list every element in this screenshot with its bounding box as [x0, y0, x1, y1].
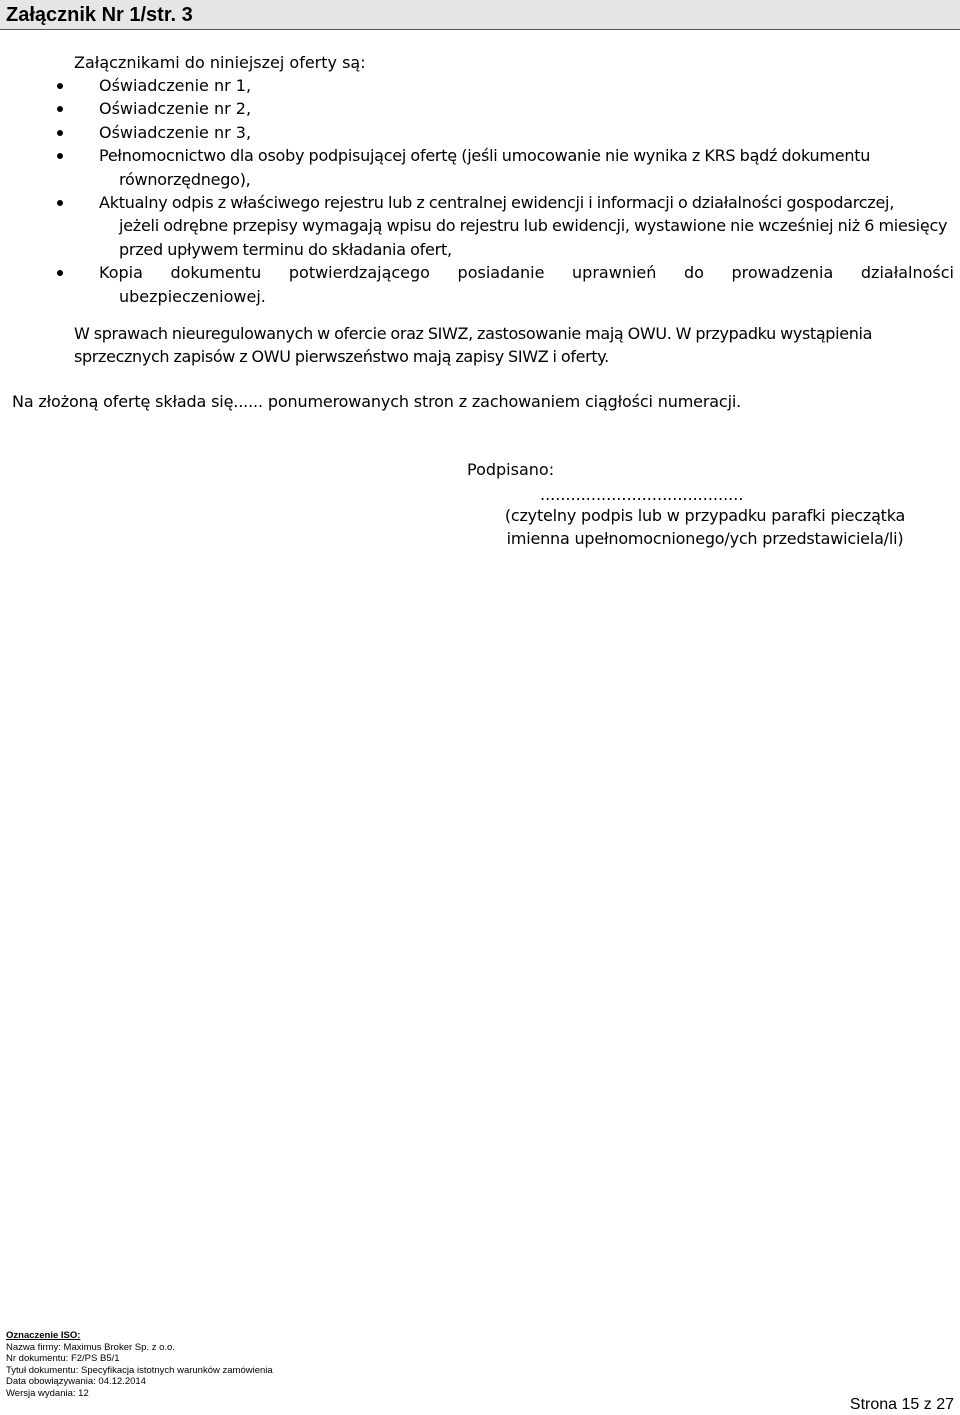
footer-valid-from: Data obowiązywania: 04.12.2014: [6, 1376, 146, 1388]
bullet-icon: [57, 130, 63, 136]
attachments-intro: Załącznikami do niniejszej oferty są:: [74, 53, 366, 72]
page-number: Strona 15 z 27: [849, 1396, 954, 1413]
list-item-continuation: ubezpieczeniowej.: [119, 286, 266, 306]
list-item: [0, 191, 960, 261]
bullet-icon: [57, 106, 63, 112]
bullet-icon: [57, 200, 63, 206]
list-item-text: Oświadczenie nr 2,: [99, 99, 252, 119]
list-item: [0, 144, 960, 191]
list-item-text: Aktualny odpis z właściwego rejestru lub z centralnej ewidencji i informacji o działalności gospodarczej,: [99, 193, 895, 213]
signature-label: Podpisano:: [467, 460, 555, 479]
bullet-icon: [57, 153, 63, 159]
owu-note: W sprawach nieuregulowanych w ofercie oraz SIWZ, zastosowanie mają OWU. W przypadku wystąpienia sprzecznych zapisów z OWU pierwszeństwo mają zapisy SIWZ i oferty.: [74, 324, 873, 367]
list-item-text: Oświadczenie nr 1,: [99, 76, 252, 95]
list-item-text: Pełnomocnictwo dla osoby podpisującej ofertę (jeśli umocowanie nie wynika z KRS bądź dokumentu: [99, 146, 871, 166]
page-count-statement: Na złożoną ofertę składa się...... ponumerowanych stron z zachowaniem ciągłości numeracji.: [12, 392, 742, 411]
list-item: [0, 121, 960, 144]
list-item-text: Oświadczenie nr 3,: [99, 122, 252, 142]
attachments-list: [0, 74, 960, 308]
list-item-continuation: równorzędnego),: [119, 169, 251, 189]
signature-line: ........................................: [540, 485, 744, 504]
footer-doc-number: Nr dokumentu: F2/PS B5/1: [6, 1353, 120, 1365]
list-item-continuation: jeżeli odrębne przepisy wymagają wpisu do rejestru lub ewidencji, wystawione nie wcześniej niż 6 miesięcy przed upływem terminu do składania ofert,: [119, 216, 948, 259]
footer-version: Wersja wydania: 12: [6, 1387, 89, 1399]
bullet-icon: [57, 270, 63, 276]
page-header: [0, 0, 960, 30]
list-item-text: Kopia dokumentu potwierdzającego posiadanie uprawnień do prowadzenia działalności: [99, 263, 954, 283]
document-footer: [6, 1330, 273, 1400]
bullet-icon: [57, 83, 63, 89]
list-item: [0, 261, 960, 308]
header-title: Załącznik Nr 1/str. 3: [6, 4, 193, 26]
footer-doc-title: Tytuł dokumentu: Specyfikacja istotnych warunków zamówienia: [6, 1364, 273, 1376]
footer-company: Nazwa firmy: Maximus Broker Sp. z o.o.: [6, 1341, 175, 1353]
signature-note: (czytelny podpis lub w przypadku parafki pieczątka imienna upełnomocnionego/ych przedstawiciela/li): [504, 506, 906, 548]
footer-iso-label: Oznaczenie ISO:: [6, 1330, 81, 1341]
list-item: [0, 74, 960, 97]
list-item: [0, 97, 960, 120]
